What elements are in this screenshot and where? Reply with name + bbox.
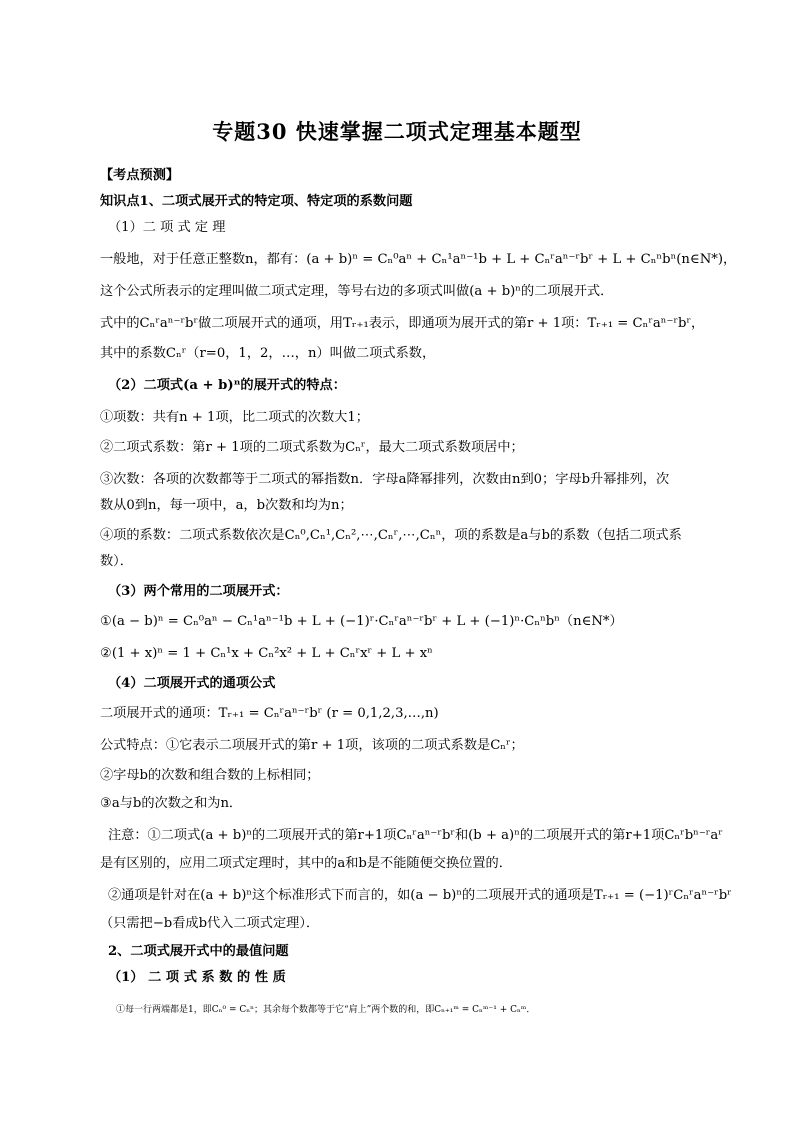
- knowledge-point-heading: 知识点1、二项式展开式的特定项、特定项的系数问题: [100, 194, 413, 209]
- subsection-heading: （4）二项展开式的通项公式: [108, 676, 276, 691]
- text-line: ②通项是针对在(a + b)ⁿ这个标准形式下而言的，如(a − b)ⁿ的二项展开式的通项是Tᵣ₊₁ = (−1)ʳCₙʳaⁿ⁻ʳbʳ: [108, 888, 732, 903]
- text-line: 其中的系数Cₙʳ（r=0，1，2，…，n）叫做二项式系数，: [100, 346, 436, 361]
- text-line: 数从0到n，每一项中，a，b次数和均为n；: [100, 498, 353, 513]
- subsection-heading: （3）两个常用的二项展开式：: [108, 584, 289, 599]
- text-line: 二项展开式的通项：Tᵣ₊₁ = Cₙʳaⁿ⁻ʳbʳ (r = 0,1,2,3,…,n): [100, 706, 439, 721]
- text-line: ③次数：各项的次数都等于二项式的幂指数n．字母a降幂排列，次数由n到0；字母b升幂排列，次: [100, 472, 670, 487]
- text-line: 这个公式所表示的定理叫做二项式定理，等号右边的多项式叫做(a + b)ⁿ的二项展开式．: [100, 284, 614, 299]
- formula-line: ②(1 + x)ⁿ = 1 + Cₙ¹x + Cₙ²x² + L + Cₙʳxʳ + L + xⁿ: [100, 646, 433, 661]
- text-line: ①项数：共有n + 1项，比二项式的次数大1；: [100, 410, 369, 425]
- section-heading: 【考点预测】: [100, 168, 180, 183]
- text-line: ④项的系数：二项式系数依次是Cₙ⁰,Cₙ¹,Cₙ²,⋯,Cₙʳ,⋯,Cₙⁿ，项的系数是a与b的系数（包括二项式系: [100, 528, 682, 543]
- formula-line: ①(a − b)ⁿ = Cₙ⁰aⁿ − Cₙ¹aⁿ⁻¹b + L + (−1)ʳ·Cₙʳaⁿ⁻ʳbʳ + L + (−1)ⁿ·Cₙⁿbⁿ（n∈N*）: [100, 614, 623, 629]
- text-line: 式中的Cₙʳaⁿ⁻ʳbʳ做二项展开式的通项，用Tᵣ₊₁表示，即通项为展开式的第r + 1项：Tᵣ₊₁ = Cₙʳaⁿ⁻ʳbʳ，: [100, 316, 705, 331]
- page-title: 专题30 快速掌握二项式定理基本题型: [212, 119, 582, 144]
- section-heading: 2、二项式展开式中的最值问题: [108, 944, 289, 959]
- text-line: 公式特点：①它表示二项展开式的第r + 1项，该项的二项式系数是Cₙʳ；: [100, 738, 524, 753]
- text-line: ②字母b的次数和组合数的上标相同；: [100, 768, 320, 783]
- text-line: （只需把−b看成b代入二项式定理）．: [100, 916, 320, 931]
- note-line: 注意：①二项式(a + b)ⁿ的二项展开式的第r+1项Cₙʳaⁿ⁻ʳbʳ和(b + a)ⁿ的二项展开式的第r+1项Cₙʳbⁿ⁻ʳaʳ: [108, 828, 723, 843]
- subsection-heading: （1）二 项 式 定 理: [108, 220, 226, 235]
- subsection-heading: （1） 二 项 式 系 数 的 性 质: [108, 970, 286, 985]
- subsection-heading: （2）二项式(a + b)ⁿ的展开式的特点：: [108, 378, 346, 393]
- text-line: ②二项式系数：第r + 1项的二项式系数为Cₙʳ，最大二项式系数项居中；: [100, 440, 524, 455]
- text-line: 数）．: [100, 554, 133, 569]
- text-line: ③a与b的次数之和为n．: [100, 796, 243, 811]
- text-line: 是有区别的，应用二项式定理时，其中的a和b是不能随便交换位置的．: [100, 856, 512, 871]
- text-line: 一般地，对于任意正整数n，都有：(a + b)ⁿ = Cₙ⁰aⁿ + Cₙ¹aⁿ⁻¹b + L + Cₙʳaⁿ⁻ʳbʳ + L + Cₙⁿbⁿ(n∈N*)，: [100, 252, 737, 267]
- text-line: ①每一行两端都是1，即Cₙ⁰ = Cₙⁿ；其余每个数都等于它“肩上”两个数的和，即Cₙ₊₁ᵐ = Cₙᵐ⁻¹ + Cₙᵐ．: [116, 1005, 536, 1015]
